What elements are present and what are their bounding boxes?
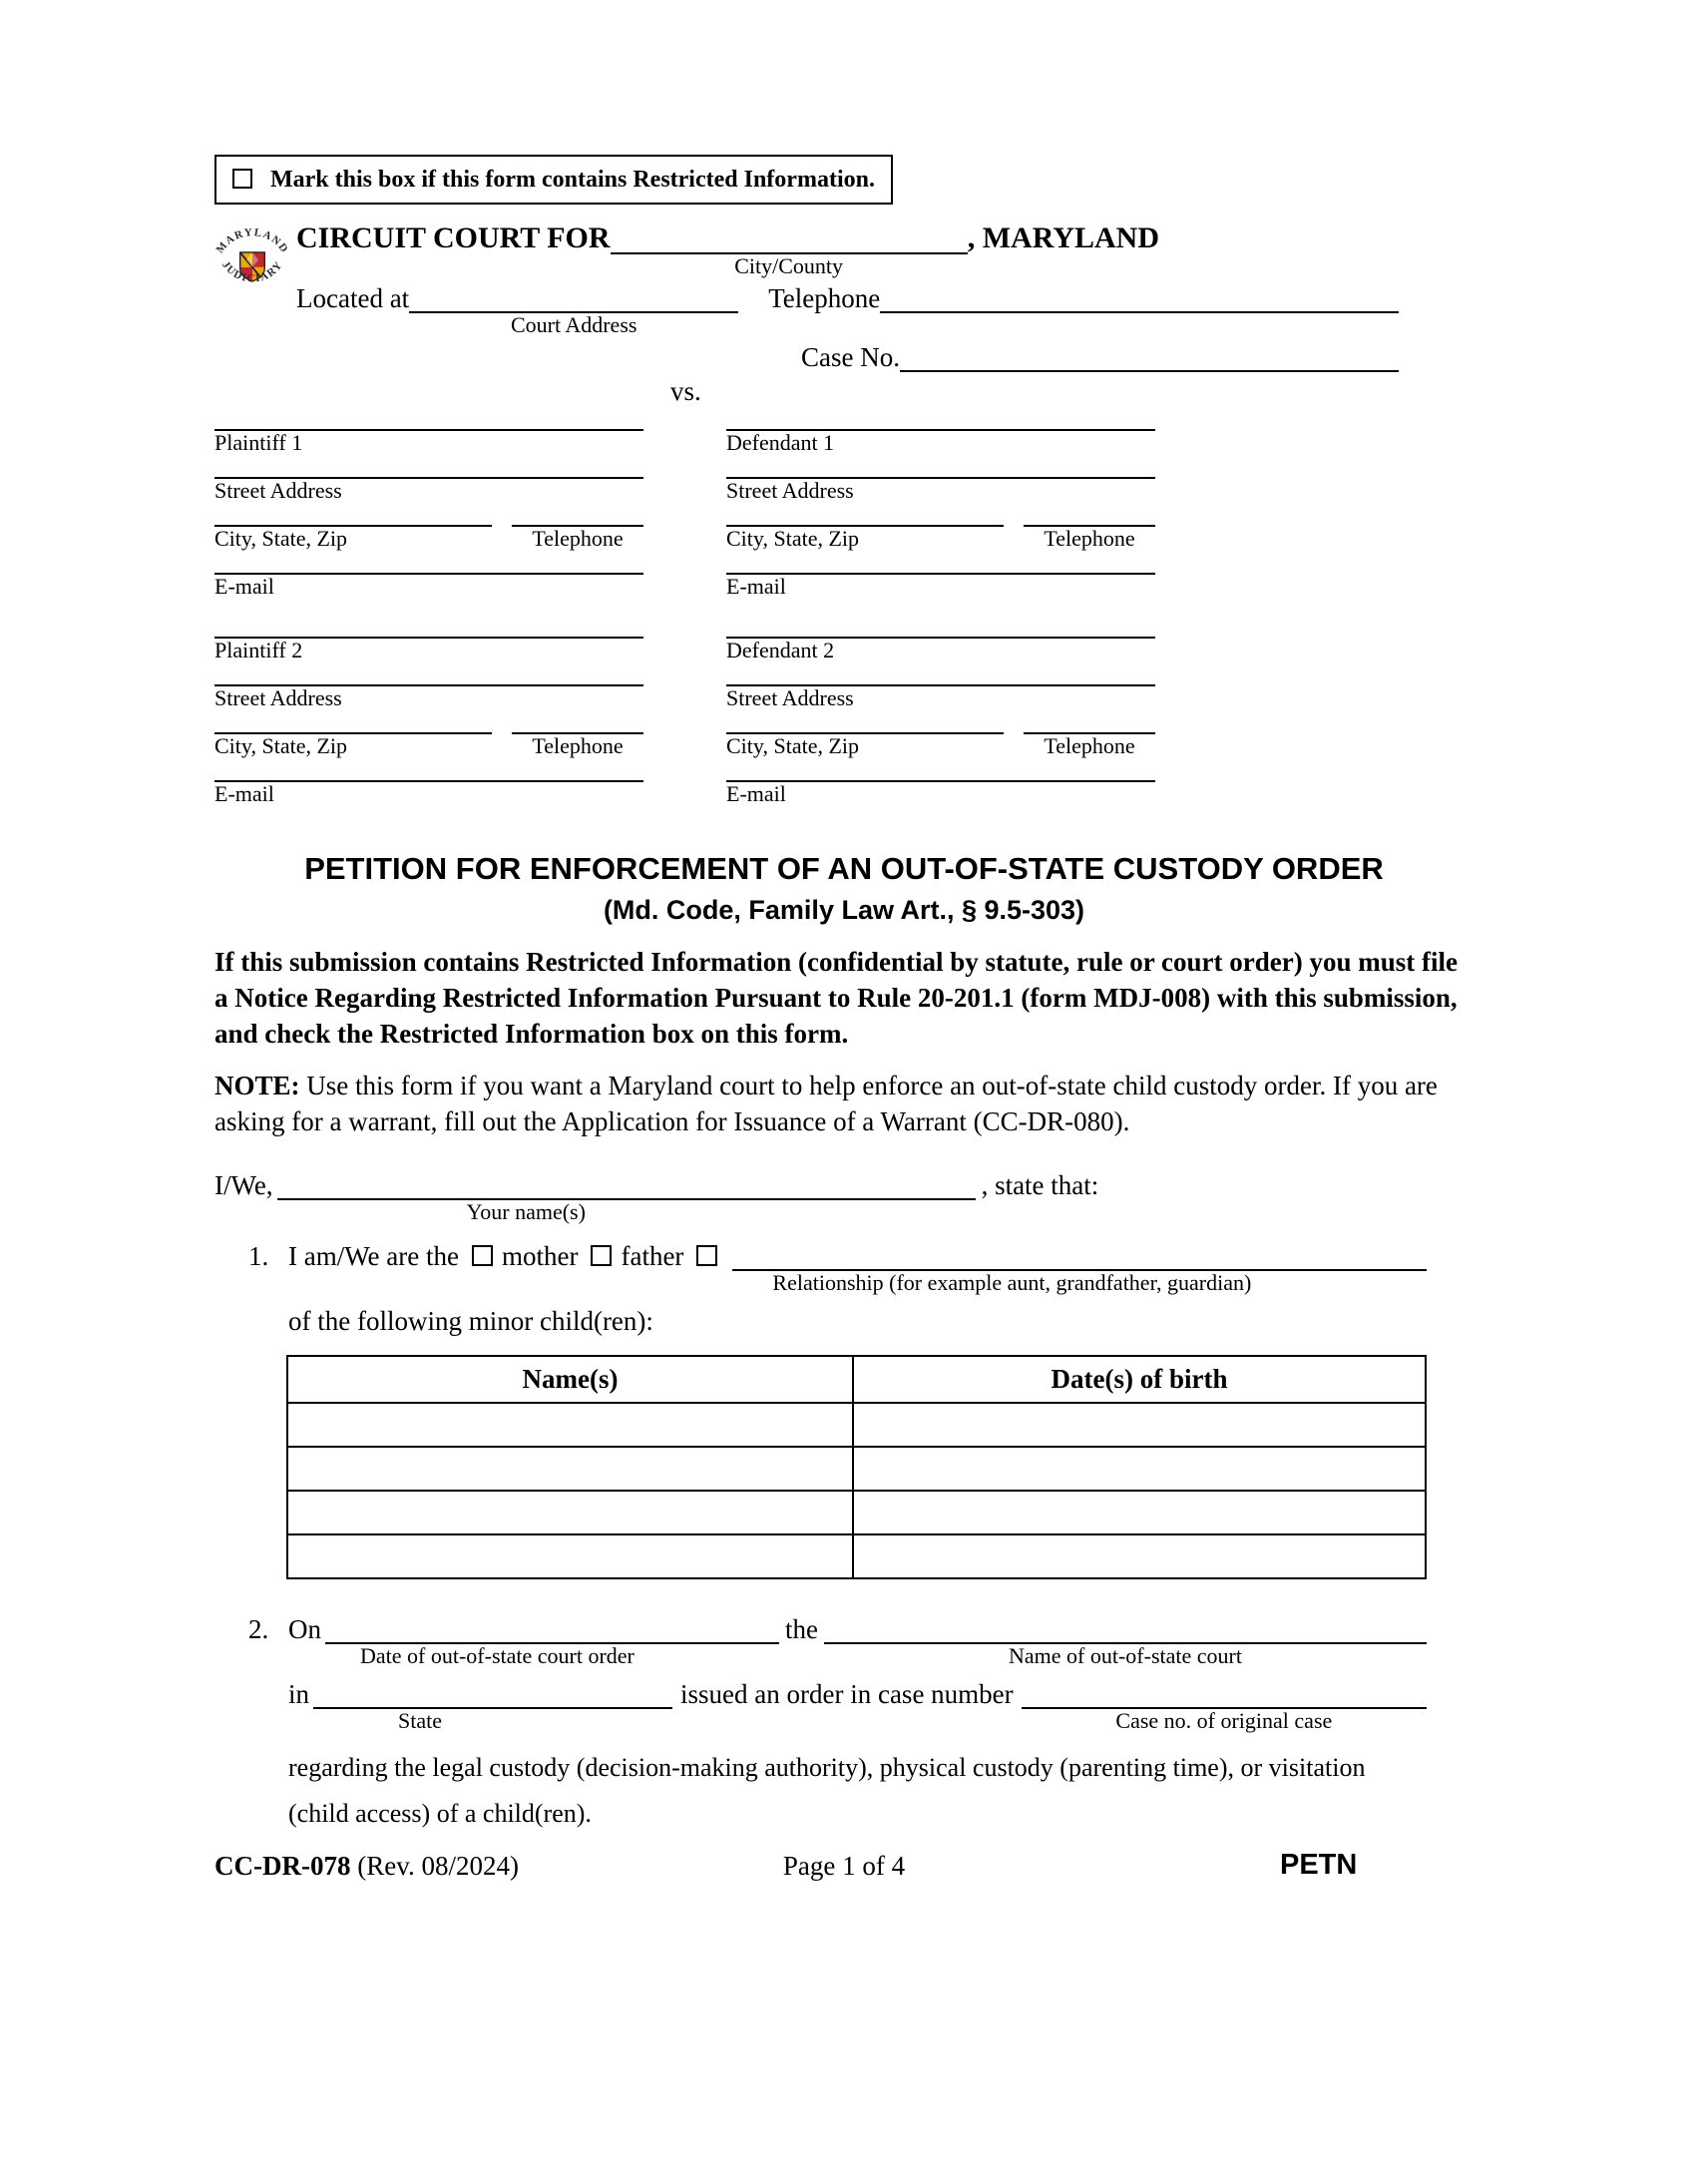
- original-case-no-input[interactable]: [1022, 1678, 1427, 1709]
- children-table-header-dob: Date(s) of birth: [853, 1356, 1426, 1403]
- plaintiff1-email-label: E-mail: [214, 574, 274, 599]
- plaintiff2-email-label: E-mail: [214, 781, 274, 806]
- note-text: Use this form if you want a Maryland court to help enforce an out-of-state child custody order. If you are asking for a warrant, fill out the Application for Issuance of a Warrant (CC-DR-080).: [214, 1071, 1438, 1136]
- plaintiff2-name-input[interactable]: [214, 619, 643, 639]
- plaintiff2-street-label: Street Address: [214, 685, 342, 710]
- defendant2-telephone-label: Telephone: [1044, 733, 1135, 758]
- note-paragraph: [214, 1068, 1474, 1139]
- defendant1-label: Defendant 1: [726, 430, 835, 455]
- defendant1-city-input[interactable]: [726, 507, 1004, 527]
- item-2-body: [288, 1613, 1427, 1837]
- defendant2-email-label: E-mail: [726, 781, 786, 806]
- child-name-cell[interactable]: [287, 1403, 853, 1447]
- on-label: On: [288, 1614, 321, 1644]
- state-input[interactable]: [313, 1678, 672, 1709]
- page-number: Page 1 of 4: [782, 1851, 906, 1881]
- plaintiff1-label: Plaintiff 1: [214, 430, 303, 455]
- defendant2-street-input[interactable]: [726, 666, 1155, 686]
- court-address-label: Court Address: [510, 312, 637, 337]
- state-that-label: , state that:: [981, 1170, 1099, 1200]
- item-2-row-2: [288, 1678, 1427, 1733]
- defendant2-telephone-input[interactable]: [1024, 714, 1155, 734]
- defendant1-block: [726, 411, 1155, 599]
- note-label: NOTE:: [214, 1071, 300, 1100]
- plaintiff2-block: [214, 619, 643, 806]
- city-county-input[interactable]: [611, 220, 968, 254]
- seal-bottom-text: JUDICIARY: [218, 258, 286, 285]
- form-number: CC-DR-078 (Rev. 08/2024): [214, 1851, 519, 1881]
- plaintiff1-city-input[interactable]: [214, 507, 492, 527]
- child-dob-cell[interactable]: [853, 1491, 1426, 1534]
- item-1: [248, 1240, 1427, 1295]
- plaintiff1-email-input[interactable]: [214, 555, 643, 575]
- plaintiff2-telephone-label: Telephone: [532, 733, 624, 758]
- plaintiff1-street-input[interactable]: [214, 459, 643, 479]
- relationship-input[interactable]: [732, 1240, 1427, 1271]
- out-of-state-court-label: Name of out-of-state court: [1009, 1643, 1242, 1668]
- iwe-label: I/We,: [214, 1170, 273, 1200]
- your-names-label: Your name(s): [466, 1199, 586, 1224]
- parties-section: [214, 411, 1474, 826]
- state-label: State: [398, 1708, 443, 1733]
- plaintiff2-city-label: City, State, Zip: [214, 733, 348, 758]
- item-1-row: [288, 1240, 1427, 1295]
- children-table-row: [287, 1491, 1426, 1534]
- defendant1-city-label: City, State, Zip: [726, 526, 860, 551]
- court-address-input[interactable]: [409, 282, 738, 313]
- plaintiff2-telephone-input[interactable]: [512, 714, 643, 734]
- order-date-label: Date of out-of-state court order: [360, 1643, 634, 1668]
- out-of-state-court-input[interactable]: [824, 1613, 1427, 1644]
- svg-text:MARYLAND: [214, 226, 291, 255]
- defendant2-email-input[interactable]: [726, 762, 1155, 782]
- original-case-no-label: Case no. of original case: [1115, 1708, 1333, 1733]
- defendant2-name-input[interactable]: [726, 619, 1155, 639]
- defendant1-name-input[interactable]: [726, 411, 1155, 431]
- father-checkbox[interactable]: [591, 1245, 612, 1266]
- plaintiff1-city-label: City, State, Zip: [214, 526, 348, 551]
- child-name-cell[interactable]: [287, 1447, 853, 1491]
- in-label: in: [288, 1679, 310, 1709]
- mother-checkbox[interactable]: [472, 1245, 493, 1266]
- child-dob-cell[interactable]: [853, 1403, 1426, 1447]
- case-no-input[interactable]: [900, 341, 1399, 372]
- mother-label: mother: [501, 1241, 579, 1271]
- children-table-row: [287, 1403, 1426, 1447]
- restricted-notice-paragraph: If this submission contains Restricted Information (confidential by statute, rule or court order) you must file a Notice Regarding Restricted Information Pursuant to Rule 20-201.1 (form MDJ-008) with this submission, and check the Restricted Information box on this form.: [214, 947, 1458, 1049]
- item-2: [248, 1613, 1427, 1837]
- item-2-number: 2.: [248, 1614, 269, 1644]
- city-county-label: City/County: [734, 253, 844, 278]
- plaintiff2-street-input[interactable]: [214, 666, 643, 686]
- defendant2-street-label: Street Address: [726, 685, 854, 710]
- order-date-input[interactable]: [325, 1613, 779, 1644]
- located-at-label: Located at: [296, 283, 410, 313]
- vs-label: vs.: [670, 376, 701, 406]
- statute-reference: (Md. Code, Family Law Art., § 9.5-303): [603, 895, 1085, 925]
- defendant2-city-label: City, State, Zip: [726, 733, 860, 758]
- defendant2-block: [726, 619, 1155, 806]
- court-telephone-label: Telephone: [768, 283, 881, 313]
- item-1-lead: I am/We are the: [288, 1241, 459, 1271]
- circuit-court-for-label: CIRCUIT COURT FOR: [296, 221, 611, 254]
- declarant-row: [214, 1169, 1474, 1224]
- plaintiff1-telephone-input[interactable]: [512, 507, 643, 527]
- item-2-text: regarding the legal custody (decision-making authority), physical custody (parenting time), or visitation (child access) of a child(ren).: [288, 1753, 1366, 1828]
- your-names-input[interactable]: [277, 1169, 976, 1200]
- issued-order-label: issued an order in case number: [680, 1679, 1014, 1709]
- item-1-number: 1.: [248, 1241, 269, 1271]
- court-telephone-input[interactable]: [880, 282, 1399, 313]
- page-footer: [0, 1850, 1688, 1882]
- maryland-judiciary-seal-icon: [209, 222, 296, 310]
- child-dob-cell[interactable]: [853, 1534, 1426, 1578]
- other-relationship-checkbox[interactable]: [696, 1245, 717, 1266]
- the-label: the: [785, 1614, 818, 1644]
- following-children-text: of the following minor child(ren):: [288, 1306, 653, 1336]
- plaintiff1-name-input[interactable]: [214, 411, 643, 431]
- defendant2-city-input[interactable]: [726, 714, 1004, 734]
- plaintiff1-street-label: Street Address: [214, 478, 342, 503]
- child-dob-cell[interactable]: [853, 1447, 1426, 1491]
- defendant2-label: Defendant 2: [726, 638, 835, 662]
- form-code: PETN: [1280, 1849, 1358, 1881]
- children-table-header-names: Name(s): [287, 1356, 853, 1403]
- children-table-row: [287, 1447, 1426, 1491]
- defendant1-email-input[interactable]: [726, 555, 1155, 575]
- children-table: [286, 1355, 1427, 1579]
- child-name-cell[interactable]: [287, 1491, 853, 1534]
- relationship-label: Relationship (for example aunt, grandfather, guardian): [772, 1270, 1252, 1295]
- plaintiff2-email-input[interactable]: [214, 762, 643, 782]
- restricted-information-box: [214, 155, 893, 205]
- defendants-column: [726, 411, 1155, 826]
- plaintiffs-column: [214, 411, 643, 826]
- case-no-label: Case No.: [801, 342, 900, 372]
- defendant1-telephone-label: Telephone: [1044, 526, 1135, 551]
- defendant1-email-label: E-mail: [726, 574, 786, 599]
- father-label: father: [621, 1241, 684, 1271]
- item-2-row-1: [288, 1613, 1427, 1668]
- children-table-header-row: [287, 1356, 1426, 1403]
- defendant1-telephone-input[interactable]: [1024, 507, 1155, 527]
- plaintiff2-city-input[interactable]: [214, 714, 492, 734]
- court-header: [214, 220, 1474, 373]
- maryland-label: , MARYLAND: [967, 221, 1159, 254]
- restricted-info-checkbox[interactable]: [232, 169, 252, 189]
- plaintiff2-label: Plaintiff 2: [214, 638, 303, 662]
- plaintiff1-telephone-label: Telephone: [532, 526, 624, 551]
- child-name-cell[interactable]: [287, 1534, 853, 1578]
- seal-top-text: MARYLAND: [213, 225, 291, 256]
- plaintiff1-block: [214, 411, 643, 599]
- restricted-info-label: Mark this box if this form contains Restricted Information.: [270, 167, 875, 193]
- children-table-row: [287, 1534, 1426, 1578]
- defendant1-street-label: Street Address: [726, 478, 854, 503]
- defendant1-street-input[interactable]: [726, 459, 1155, 479]
- form-title: PETITION FOR ENFORCEMENT OF AN OUT-OF-STATE CUSTODY ORDER: [304, 851, 1384, 886]
